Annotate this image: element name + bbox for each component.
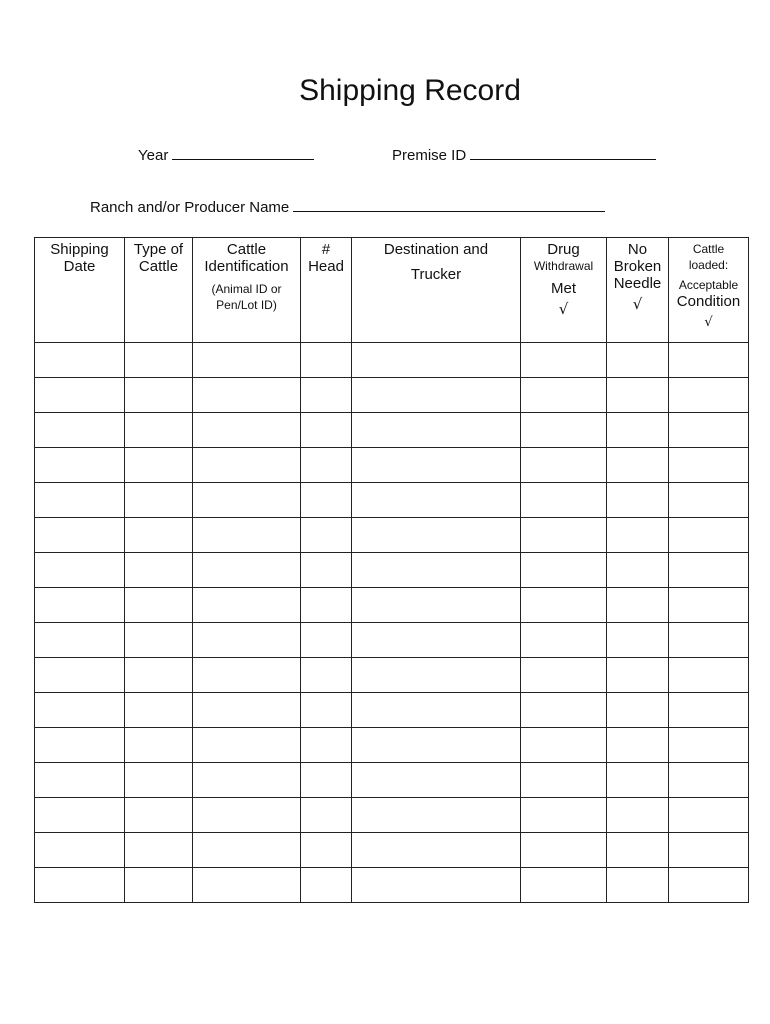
table-cell[interactable] <box>193 833 301 868</box>
table-row <box>35 728 749 763</box>
ranch-name-label: Ranch and/or Producer Name <box>90 199 290 216</box>
year-input-line[interactable] <box>172 145 314 160</box>
table-cell[interactable] <box>521 728 607 763</box>
table-cell[interactable] <box>125 623 193 658</box>
table-cell[interactable] <box>669 413 749 448</box>
table-cell[interactable] <box>301 728 352 763</box>
table-cell[interactable] <box>607 623 669 658</box>
table-row <box>35 868 749 903</box>
table-cell[interactable] <box>607 693 669 728</box>
table-cell[interactable] <box>193 343 301 378</box>
checkmark-icon: √ <box>558 300 569 318</box>
table-cell[interactable] <box>35 693 125 728</box>
table-row <box>35 833 749 868</box>
table-cell[interactable] <box>521 413 607 448</box>
table-cell[interactable] <box>125 378 193 413</box>
table-cell[interactable] <box>301 553 352 588</box>
table-cell[interactable] <box>607 553 669 588</box>
table-cell[interactable] <box>35 378 125 413</box>
table-cell[interactable] <box>521 693 607 728</box>
table-header-row <box>35 238 749 343</box>
table-cell[interactable] <box>607 763 669 798</box>
table-cell[interactable] <box>125 798 193 833</box>
table-cell[interactable] <box>669 798 749 833</box>
col-type-of-cattle: Type of Cattle <box>125 238 193 343</box>
table-cell[interactable] <box>301 378 352 413</box>
col-head-count: # Head <box>301 238 352 343</box>
table-cell[interactable] <box>521 763 607 798</box>
checkmark-icon: √ <box>704 315 713 330</box>
table-cell[interactable] <box>352 588 521 623</box>
table-cell[interactable] <box>125 483 193 518</box>
page-title: Shipping Record <box>299 74 521 107</box>
table-cell[interactable] <box>669 763 749 798</box>
table-cell[interactable] <box>125 343 193 378</box>
table-cell[interactable] <box>193 378 301 413</box>
table-cell[interactable] <box>669 483 749 518</box>
table-cell[interactable] <box>301 833 352 868</box>
table-cell[interactable] <box>352 658 521 693</box>
table-cell[interactable] <box>352 833 521 868</box>
table-row <box>35 518 749 553</box>
table-row <box>35 588 749 623</box>
table-cell[interactable] <box>35 413 125 448</box>
table-cell[interactable] <box>35 868 125 903</box>
table-cell[interactable] <box>669 448 749 483</box>
table-cell[interactable] <box>669 833 749 868</box>
table-cell[interactable] <box>301 483 352 518</box>
col-cattle-identification: Cattle Identification (Animal ID or Pen/Lot ID) <box>193 238 301 343</box>
table-cell[interactable] <box>521 658 607 693</box>
table-cell[interactable] <box>352 378 521 413</box>
table-cell[interactable] <box>301 413 352 448</box>
table-cell[interactable] <box>125 658 193 693</box>
table-cell[interactable] <box>352 693 521 728</box>
ranch-name-field <box>90 197 605 216</box>
table-cell[interactable] <box>193 518 301 553</box>
table-cell[interactable] <box>35 588 125 623</box>
table-cell[interactable] <box>35 483 125 518</box>
col-shipping-date: Shipping Date <box>35 238 125 343</box>
table-cell[interactable] <box>669 588 749 623</box>
table-cell[interactable] <box>521 623 607 658</box>
table-row <box>35 448 749 483</box>
table-row <box>35 763 749 798</box>
table-cell[interactable] <box>521 483 607 518</box>
table-cell[interactable] <box>352 448 521 483</box>
table-cell[interactable] <box>669 623 749 658</box>
table-row <box>35 693 749 728</box>
table-cell[interactable] <box>607 588 669 623</box>
col-drug-withdrawal: Drug Withdrawal Met √ <box>521 238 607 343</box>
table-cell[interactable] <box>352 798 521 833</box>
table-cell[interactable] <box>35 518 125 553</box>
table-cell[interactable] <box>193 658 301 693</box>
table-row <box>35 413 749 448</box>
table-cell[interactable] <box>669 343 749 378</box>
table-cell[interactable] <box>607 798 669 833</box>
table-cell[interactable] <box>521 448 607 483</box>
table-cell[interactable] <box>301 588 352 623</box>
table-cell[interactable] <box>669 728 749 763</box>
table-cell[interactable] <box>669 553 749 588</box>
premise-id-field <box>392 145 656 164</box>
table-cell[interactable] <box>521 798 607 833</box>
table-cell[interactable] <box>521 868 607 903</box>
table-cell[interactable] <box>193 868 301 903</box>
table-row <box>35 658 749 693</box>
table-cell[interactable] <box>193 728 301 763</box>
table-cell[interactable] <box>193 413 301 448</box>
table-cell[interactable] <box>193 553 301 588</box>
table-cell[interactable] <box>125 413 193 448</box>
shipping-record-table <box>34 237 749 903</box>
table-cell[interactable] <box>352 483 521 518</box>
table-cell[interactable] <box>35 728 125 763</box>
table-cell[interactable] <box>669 693 749 728</box>
table-cell[interactable] <box>193 693 301 728</box>
table-cell[interactable] <box>125 588 193 623</box>
table-row <box>35 553 749 588</box>
table-cell[interactable] <box>607 658 669 693</box>
col-loaded-condition: Cattle loaded: Acceptable Condition √ <box>669 238 749 343</box>
table-cell[interactable] <box>125 448 193 483</box>
table-cell[interactable] <box>669 518 749 553</box>
table-cell[interactable] <box>193 763 301 798</box>
table-cell[interactable] <box>125 693 193 728</box>
table-cell[interactable] <box>301 763 352 798</box>
table-cell[interactable] <box>301 343 352 378</box>
table-cell[interactable] <box>125 763 193 798</box>
col-destination-trucker: Destination and Trucker <box>352 238 521 343</box>
table-cell[interactable] <box>35 833 125 868</box>
table-cell[interactable] <box>669 868 749 903</box>
table-cell[interactable] <box>607 413 669 448</box>
table-cell[interactable] <box>669 378 749 413</box>
table-cell[interactable] <box>521 588 607 623</box>
table-cell[interactable] <box>193 588 301 623</box>
table-cell[interactable] <box>125 833 193 868</box>
table-cell[interactable] <box>125 728 193 763</box>
checkmark-icon: √ <box>632 295 643 313</box>
table-cell[interactable] <box>301 798 352 833</box>
col-broken-needle: No Broken Needle √ <box>607 238 669 343</box>
table-cell[interactable] <box>352 623 521 658</box>
table-cell[interactable] <box>352 868 521 903</box>
table-cell[interactable] <box>301 623 352 658</box>
table-cell[interactable] <box>607 448 669 483</box>
table-cell[interactable] <box>35 448 125 483</box>
table-cell[interactable] <box>193 448 301 483</box>
table-cell[interactable] <box>352 413 521 448</box>
table-cell[interactable] <box>352 518 521 553</box>
table-cell[interactable] <box>301 448 352 483</box>
table-cell[interactable] <box>521 833 607 868</box>
table-cell[interactable] <box>35 658 125 693</box>
table-cell[interactable] <box>521 518 607 553</box>
table-cell[interactable] <box>125 518 193 553</box>
table-cell[interactable] <box>125 868 193 903</box>
table-cell[interactable] <box>521 378 607 413</box>
table-cell[interactable] <box>607 833 669 868</box>
premise-id-label: Premise ID <box>392 147 467 164</box>
table-cell[interactable] <box>607 518 669 553</box>
table-cell[interactable] <box>35 798 125 833</box>
table-cell[interactable] <box>35 623 125 658</box>
ranch-name-input-line[interactable] <box>293 197 605 212</box>
table-cell[interactable] <box>35 553 125 588</box>
table-cell[interactable] <box>193 798 301 833</box>
table-row <box>35 623 749 658</box>
table-row <box>35 798 749 833</box>
table-cell[interactable] <box>301 693 352 728</box>
table-cell[interactable] <box>301 518 352 553</box>
table-cell[interactable] <box>35 343 125 378</box>
table-cell[interactable] <box>301 658 352 693</box>
table-row <box>35 483 749 518</box>
table-cell[interactable] <box>607 343 669 378</box>
table-row <box>35 343 749 378</box>
table-cell[interactable] <box>193 483 301 518</box>
table-cell[interactable] <box>352 728 521 763</box>
table-cell[interactable] <box>125 553 193 588</box>
table-cell[interactable] <box>352 763 521 798</box>
year-label: Year <box>138 147 169 164</box>
table-cell[interactable] <box>35 763 125 798</box>
table-cell[interactable] <box>607 868 669 903</box>
table-cell[interactable] <box>607 728 669 763</box>
table-cell[interactable] <box>521 343 607 378</box>
table-cell[interactable] <box>193 623 301 658</box>
table-row <box>35 378 749 413</box>
table-cell[interactable] <box>607 378 669 413</box>
table-cell[interactable] <box>521 553 607 588</box>
table-cell[interactable] <box>352 553 521 588</box>
table-cell[interactable] <box>669 658 749 693</box>
table-cell[interactable] <box>352 343 521 378</box>
year-field <box>138 145 314 164</box>
table-cell[interactable] <box>301 868 352 903</box>
premise-id-input-line[interactable] <box>470 145 656 160</box>
table-cell[interactable] <box>607 483 669 518</box>
